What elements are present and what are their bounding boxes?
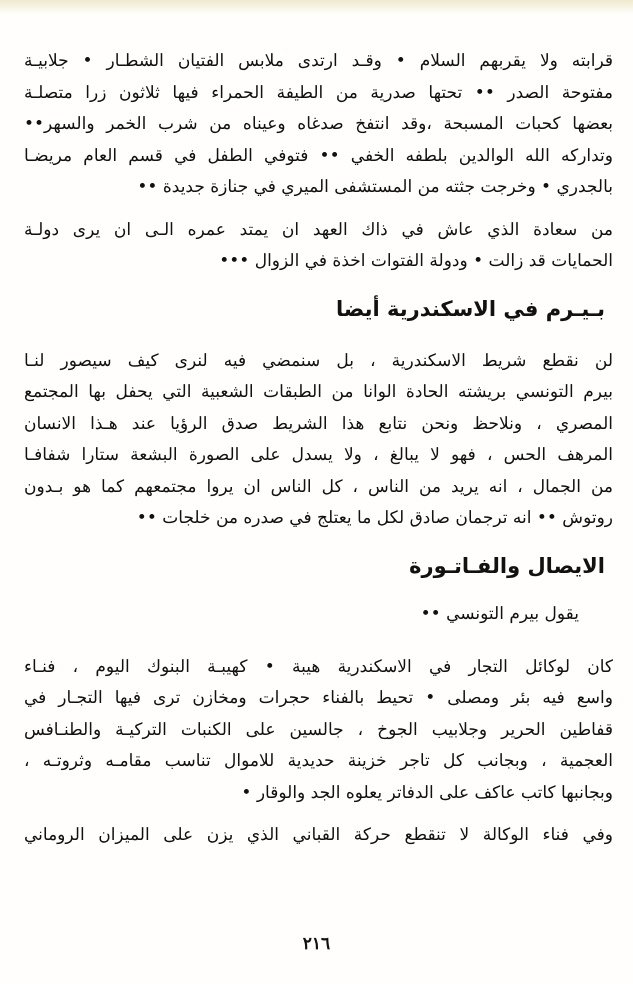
text-line: الحمايات قد زالت • ودولة الفتوات اخذة في الزوال ••• [219,251,613,271]
paragraph [24,346,613,535]
paragraph [24,46,613,204]
text-line: وتداركه الله الوالدين بلطفه الخفي •• فتوفي الطفل في قسم العام مريضـا [24,145,613,166]
intro-line: يقول بيرم التونسي •• [420,603,579,624]
text-line: لن نقطع شريط الاسكندرية ، بل سنمضي فيه لنرى كيف سيصور لنـا [24,350,613,371]
page-text [24,46,613,863]
paragraph [24,820,613,852]
text-line: قفاطين الحرير وجلابيب الجوخ ، جالسين على الكنبات التركيـة والطنـافس [24,719,613,740]
text-line: كان لوكائل التجار في الاسكندرية هيبة • كهيبـة البنوك اليوم ، فنـاء [24,656,613,677]
text-line: وفي فناء الوكالة لا تنقطع حركة القباني الذي يزن على الميزان الروماني [24,825,613,845]
section-heading: الايصال والفـاتـورة [409,553,605,578]
text-line: من سعادة الذي عاش في ذاك العهد ان يمتد عمره الـى ان يرى دولـة [24,219,613,240]
section-heading: بـيـرم في الاسكندرية أيضا [336,296,605,321]
text-line: واسع فيه بئر ومصلى • تحيط بالفناء حجرات ومخازن ترى فيها التجـار في [24,688,613,708]
text-line: المصري ، ونلاحظ ونحن نتابع هذا الشريط صدق الرؤيا عند هـذا الانسان [24,413,613,434]
paragraph [24,652,613,810]
text-line: وبجانبها كاتب عاكف على الدفاتر يعلوه الجد والوقار • [241,782,613,803]
text-line: بعضها كحبات المسبحة ،وقد انتفخ صدغاه وعيناه من شرب الخمر والسهر•• [24,114,613,134]
text-line: المرهف الحس ، فهو لا يبالغ ، ولا يسدل على الصورة البشعة ستارا شفافـا [24,445,613,465]
text-line: قرابته ولا يقربهم السلام • وقـد ارتدى ملابس الفتيان الشطـار • جلابيـة [24,51,613,71]
page-edge-shade [0,0,633,14]
page-number: ٢١٦ [302,934,331,954]
paragraph [24,215,613,278]
text-line: العجمية ، وبجانب كل تاجر خزينة حديدية للاموال تناسب مقامـه وثروتـه ، [24,751,613,771]
text-line: بيرم التونسي بريشته الحادة الوانا من الطبقات الشعبية التي يحفل بها المجتمع [24,382,613,402]
text-line: من الجمال ، انه يريد من الناس ، كل الناس ان يروا مجتمعهم كما هو بـدون [24,476,613,497]
text-line: روتوش •• انه ترجمان صادق لكل ما يعتلج في صدره من خلجات •• [136,508,613,528]
text-line: بالجدري • وخرجت جثته من المستشفى الميري في جنازة جديدة •• [137,177,613,197]
text-line: مفتوحة الصدر •• تحتها صدرية من الطيفة الحمراء فيها ثلاثون زرا متصلـة [24,82,613,103]
